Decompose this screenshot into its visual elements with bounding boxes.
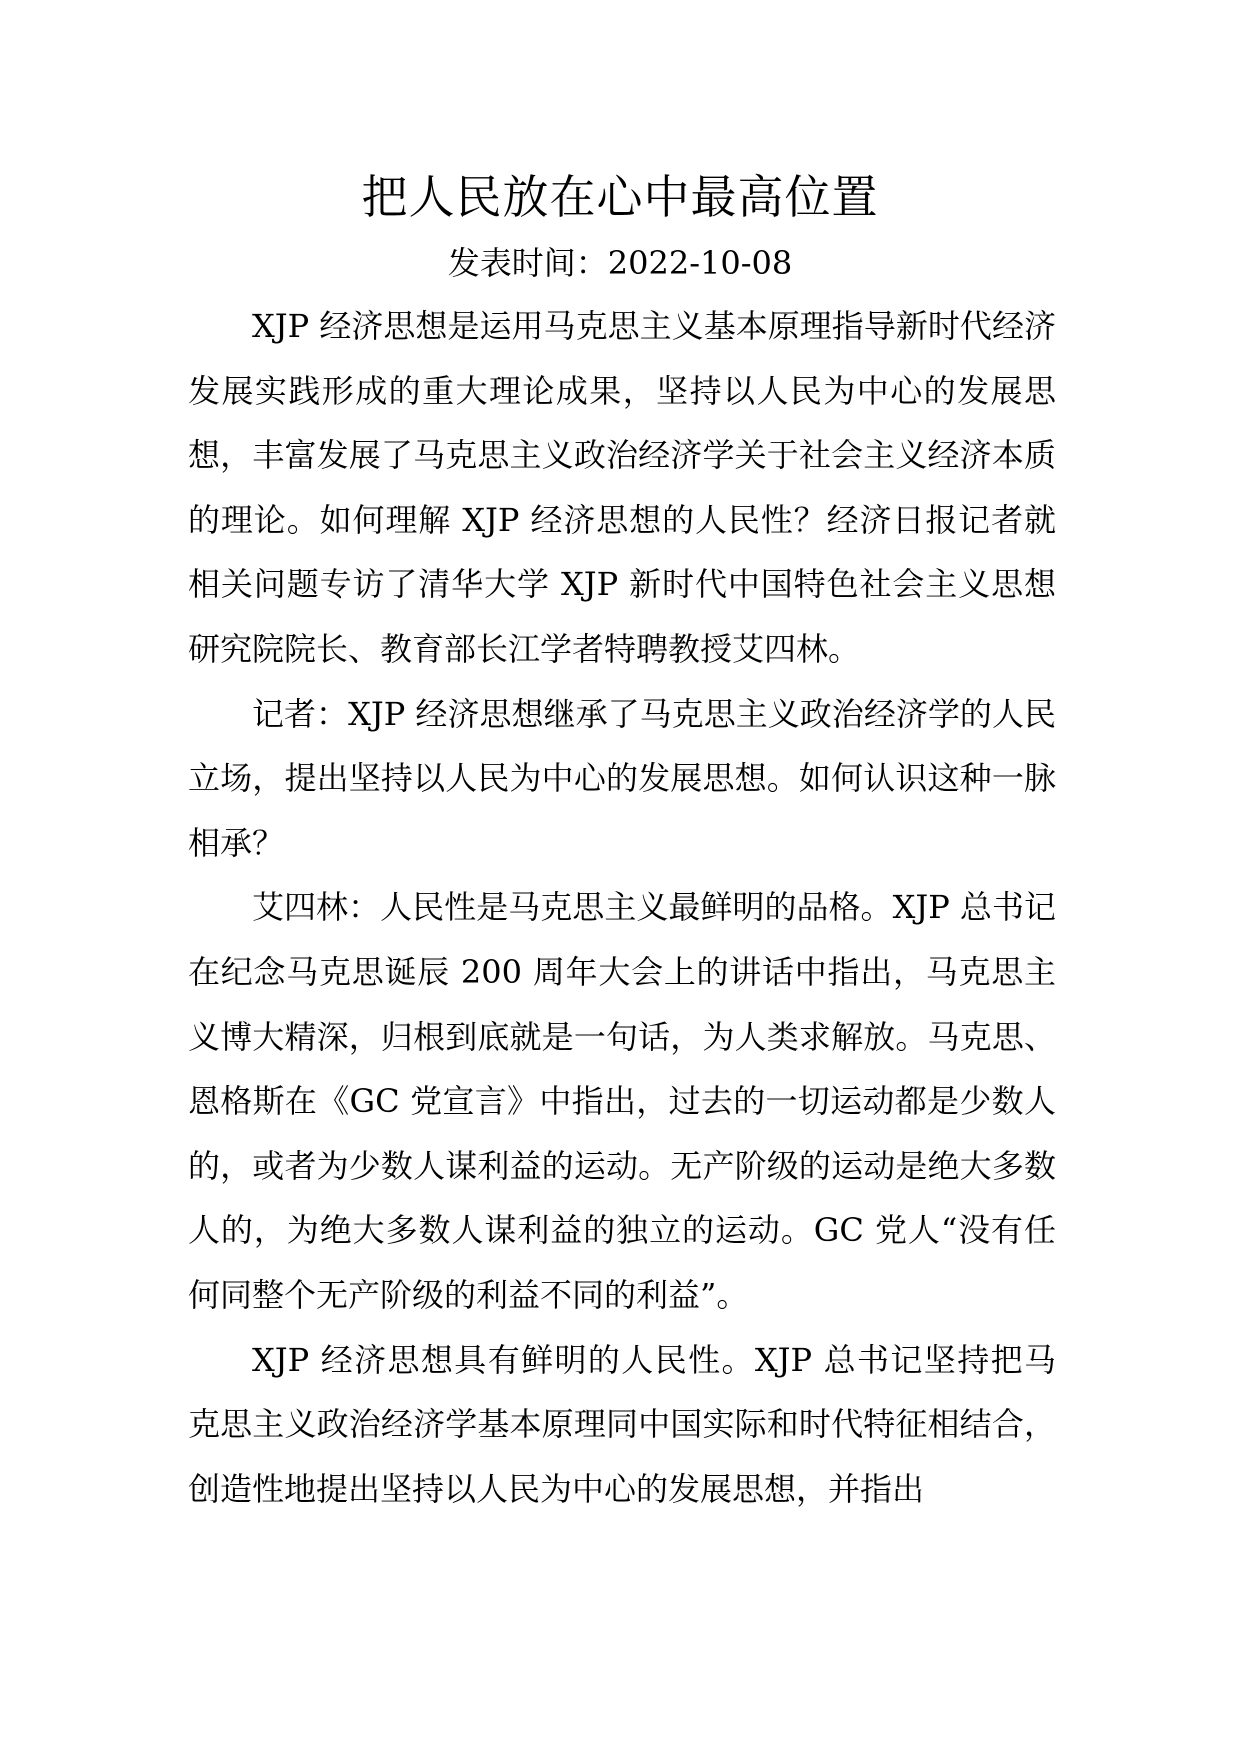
article-title: 把人民放在心中最高位置 <box>361 170 879 224</box>
publish-date <box>0 238 1240 288</box>
paragraph-4: XJP 经济思想具有鲜明的人民性。XJP 总书记坚持把马克思主义政治经济学基本原理同中国实际和时代特征相结合，创造性地提出坚持以人民为中心的发展思想，并指出 <box>188 1340 1056 1508</box>
publish-date-value: 2022-10-08 <box>607 244 793 282</box>
article-body <box>188 294 1056 1521</box>
paragraph-2: 记者：XJP 经济思想继承了马克思主义政治经济学的人民立场，提出坚持以人民为中心的发展思想。如何认识这种一脉相承？ <box>188 694 1056 862</box>
paragraph-3: 艾四林：人民性是马克思主义最鲜明的品格。XJP 总书记在纪念马克思诞辰 200 周年大会上的讲话中指出，马克思主义博大精深，归根到底就是一句话，为人类求解放。马克思、恩格斯在《GC 党宣言》中指出，过去的一切运动都是少数人的，或者为少数人谋利益的运动。无产阶级的运动是绝大多数人的，为绝大多数人谋利益的独立的运动。GC 党人“没有任何同整个无产阶级的利益不同的利益”。 <box>188 888 1056 1314</box>
publish-date-label: 发表时间： <box>447 244 608 282</box>
paragraph-1: XJP 经济思想是运用马克思主义基本原理指导新时代经济发展实践形成的重大理论成果，坚持以人民为中心的发展思想，丰富发展了马克思主义政治经济学关于社会主义经济本质的理论。如何理解 XJP 经济思想的人民性？经济日报记者就相关问题专访了清华大学 XJP 新时代中国特色社会主义思想研究院院长、教育部长江学者特聘教授艾四林。 <box>188 307 1056 668</box>
